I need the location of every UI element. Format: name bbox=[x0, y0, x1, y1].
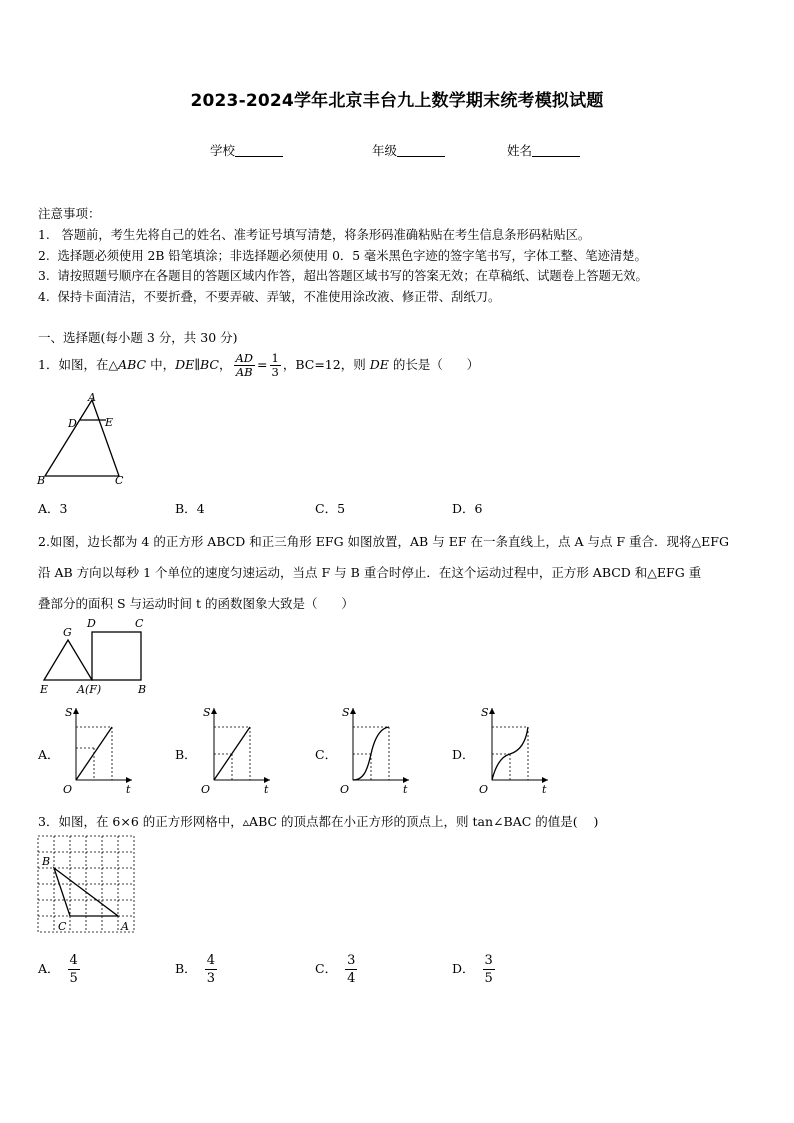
svg-text:D: D bbox=[87, 617, 96, 630]
svg-text:A(F): A(F) bbox=[77, 683, 102, 696]
q2-option-a[interactable]: A． bbox=[38, 747, 60, 762]
svg-text:E: E bbox=[105, 416, 114, 429]
svg-text:D: D bbox=[68, 417, 77, 430]
q1-option-a[interactable]: A．3 bbox=[38, 501, 68, 516]
school-field[interactable] bbox=[210, 141, 283, 159]
svg-text:S: S bbox=[342, 706, 350, 719]
svg-text:O: O bbox=[63, 783, 73, 796]
q1-option-c[interactable]: C．5 bbox=[315, 501, 346, 516]
school-blank[interactable] bbox=[235, 144, 283, 157]
svg-text:t: t bbox=[264, 783, 269, 796]
svg-text:B: B bbox=[42, 855, 51, 868]
q3-option-b[interactable]: B． $\frac{4}{3}$ bbox=[175, 953, 215, 986]
grade-blank[interactable] bbox=[397, 144, 445, 157]
question-2-line-3: 叠部分的面积 S 与运动时间 t 的函数图象大致是（ ） bbox=[38, 596, 354, 611]
svg-text:S: S bbox=[65, 706, 73, 719]
q1-option-d[interactable]: D．6 bbox=[452, 501, 483, 516]
svg-text:G: G bbox=[63, 626, 72, 639]
svg-text:O: O bbox=[479, 783, 489, 796]
svg-text:O: O bbox=[340, 783, 350, 796]
q3-option-a[interactable]: A． $\frac{4}{5}$ bbox=[38, 953, 78, 986]
question-2-figure bbox=[34, 614, 159, 698]
q2-graph-b[interactable] bbox=[198, 700, 278, 798]
page-title: 2023-2024学年北京丰台九上数学期末统考模拟试题 bbox=[190, 91, 604, 111]
q2-graph-d[interactable] bbox=[476, 700, 556, 798]
svg-text:C: C bbox=[115, 474, 124, 486]
name-field[interactable] bbox=[507, 141, 580, 159]
question-3-stem: 3．如图，在 6×6 的正方形网格中，▵ABC 的顶点都在小正方形的顶点上，则 tan∠BAC 的值是( ) bbox=[38, 814, 599, 829]
school-label: 学校 bbox=[210, 143, 236, 158]
note-item: 4. 保持卡面清洁，不要折叠，不要弄破、弄皱，不准使用涂改液、修正带、刮纸刀。 bbox=[38, 290, 501, 304]
fraction-one-third: $\frac{1}{3}$ bbox=[271, 351, 279, 379]
svg-text:O: O bbox=[201, 783, 211, 796]
question-2-line-1: 2.如图，边长都为 4 的正方形 ABCD 和正三角形 EFG 如图放置，AB 与 EF 在一条直线上，点 A 与点 F 重合．现将△EFG bbox=[38, 534, 729, 549]
grade-field[interactable] bbox=[372, 141, 445, 159]
svg-text:B: B bbox=[37, 474, 46, 486]
question-1-stem: 1．如图，在△ABC 中，DE∥BC， $\frac{AD}{AB}$ = $\frac{1}{3}$ ，BC=12，则 DE 的长是（ ） bbox=[38, 351, 480, 379]
question-1-figure bbox=[34, 390, 134, 486]
q2-option-b[interactable]: B． bbox=[175, 747, 197, 762]
q2-option-d[interactable]: D． bbox=[452, 747, 475, 762]
svg-text:t: t bbox=[403, 783, 408, 796]
svg-text:A: A bbox=[88, 391, 96, 404]
question-3-grid-figure bbox=[36, 834, 140, 938]
note-item: 2. 选择题必须使用 2B 铅笔填涂；非选择题必须使用 0．5 毫米黑色字迹的签字笔书写，字体工整、笔迹清楚。 bbox=[38, 249, 647, 263]
q2-graph-c[interactable] bbox=[337, 700, 417, 798]
grade-label: 年级 bbox=[372, 143, 398, 158]
section-title: 一、选择题(每小题 3 分，共 30 分) bbox=[38, 330, 238, 345]
svg-text:S: S bbox=[481, 706, 489, 719]
svg-text:C: C bbox=[135, 617, 144, 630]
svg-text:C: C bbox=[58, 920, 67, 933]
note-item: 3. 请按照题号顺序在各题目的答题区域内作答，超出答题区域书写的答案无效；在草稿纸、试题卷上答题无效。 bbox=[38, 269, 648, 283]
notes-heading: 注意事项： bbox=[38, 206, 101, 221]
q1-option-b[interactable]: B．4 bbox=[175, 501, 205, 516]
svg-text:t: t bbox=[126, 783, 131, 796]
note-item: 1. 答题前，考生先将自己的姓名、准考证号填写清楚，将条形码准确粘贴在考生信息条形码粘贴区。 bbox=[38, 228, 591, 242]
name-label: 姓名 bbox=[507, 143, 533, 158]
svg-text:S: S bbox=[203, 706, 211, 719]
name-blank[interactable] bbox=[532, 144, 580, 157]
svg-text:A: A bbox=[121, 920, 129, 933]
svg-text:B: B bbox=[138, 683, 147, 696]
svg-text:t: t bbox=[542, 783, 547, 796]
q2-option-c[interactable]: C． bbox=[315, 747, 338, 762]
q2-graph-a[interactable] bbox=[60, 700, 140, 798]
q3-option-d[interactable]: D． $\frac{3}{5}$ bbox=[452, 953, 493, 986]
q3-option-c[interactable]: C． $\frac{3}{4}$ bbox=[315, 953, 356, 986]
fraction-ad-ab: $\frac{AD}{AB}$ bbox=[235, 351, 254, 379]
svg-text:E: E bbox=[40, 683, 49, 696]
question-2-line-2: 沿 AB 方向以每秒 1 个单位的速度匀速运动，当点 F 与 B 重合时停止．在这个运动过程中，正方形 ABCD 和△EFG 重 bbox=[38, 565, 702, 580]
